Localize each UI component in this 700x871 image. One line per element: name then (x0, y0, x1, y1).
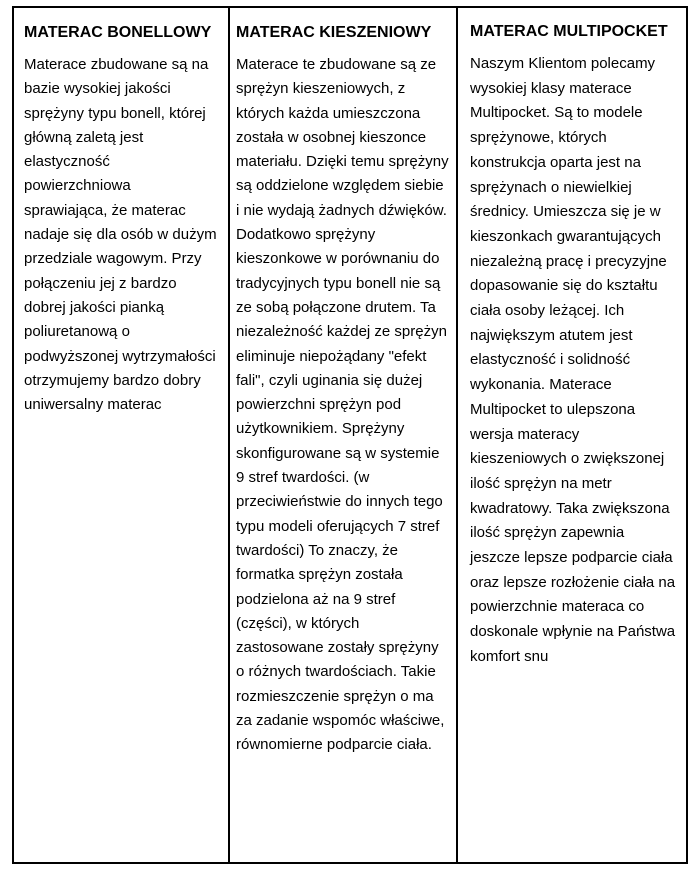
column-bonell (14, 8, 230, 862)
column-text-multipocket: Naszym Klientom polecamy wysokiej klasy materace Multipocket. Są to modele sprężynowe, których konstrukcja oparta jest na sprężynach o niewielkiej średnicy. Umieszcza się je w kieszonkach gwarantujących niezależną pracę i precyzyjne dopasowanie się do kształtu ciała osoby leżącej. Ich największym atutem jest elastyczność i solidność wykonania. Materace Multipocket to ulepszona wersja materacy kieszeniowych o zwiększonej ilość sprężyn na metr kwadratowy. Taka zwiększona ilość sprężyn zapewnia jeszcze lepsze podparcie ciała oraz lepsze rozłożenie ciała na powierzchnie materaca co doskonale wpłynie na Państwa komfort snu (470, 55, 676, 665)
column-text-bonell: Materace zbudowane są na bazie wysokiej jakości sprężyny typu bonell, której główną zaletą jest elastyczność powierzchniowa sprawiająca, że materac nadaje się dla osób w dużym przedziale wagowym. Przy połączeniu jej z bardzo dobrej jakości pianką poliuretanową o podwyższonej wytrzymałości otrzymujemy bardzo dobry uniwersalny materac (24, 56, 217, 414)
column-multipocket (458, 8, 686, 862)
column-title-multipocket: MATERAC MULTIPOCKET (470, 23, 668, 40)
column-title-bonell: MATERAC BONELLOWY (24, 24, 212, 41)
column-title-pocket: MATERAC KIESZENIOWY (236, 24, 432, 41)
column-text-pocket: Materace te zbudowane są ze sprężyn kieszeniowych, z których każda umieszczona została w osobnej kieszonce materiału. Dzięki temu sprężyny są oddzielone względem siebie i nie wydają żadnych dźwięków. Dodatkowo sprężyny kieszonkowe w porównaniu do tradycyjnych typu bonell nie są ze sobą połączone drutem. Ta niezależność każdej ze sprężyn eliminuje niepożądany "efekt fali", czyli uginania się dużej powierzchni sprężyn pod użytkownikiem. Sprężyny skonfigurowane są w systemie 9 stref twardości. (w przeciwieństwie do innych tego typu modeli oferujących 7 stref twardości) To znaczy, że formatka sprężyn została podzielona aż na 9 stref (części), w których zastosowane zostały sprężyny o różnych twardościach. Takie rozmieszczenie sprężyn o ma za zadanie wspomóc właściwe, równomierne podparcie ciała. (236, 56, 449, 754)
comparison-table (12, 6, 688, 864)
column-pocket (230, 8, 458, 862)
